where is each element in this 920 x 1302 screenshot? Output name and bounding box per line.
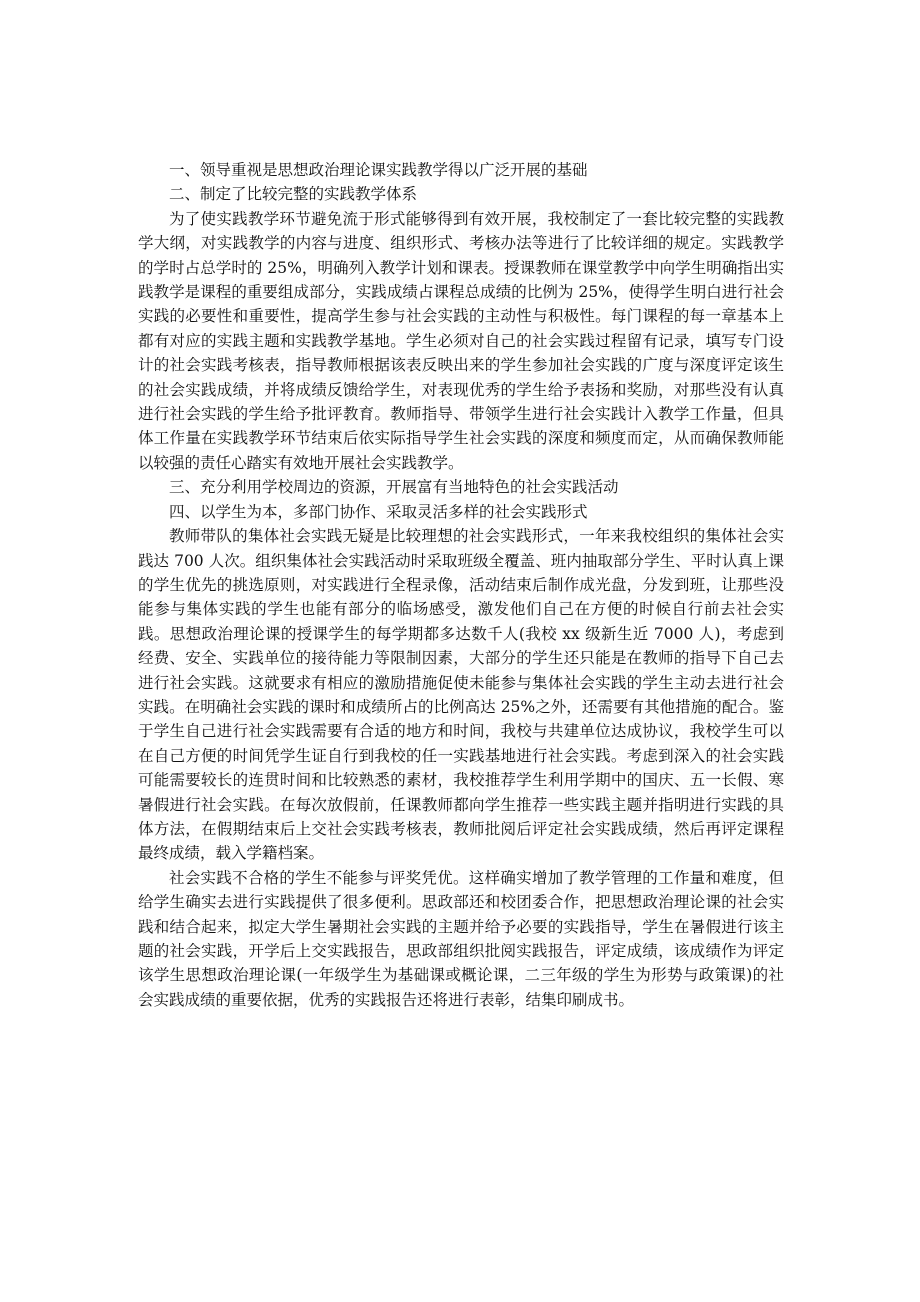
document-body [138, 158, 784, 1012]
heading-1: 一、领导重视是思想政治理论课实践教学得以广泛开展的基础 [169, 161, 588, 179]
heading-2: 二、制定了比较完整的实践教学体系 [169, 185, 418, 204]
heading-4: 四、以学生为本，多部门协作、采取灵活多样的社会实践形式 [169, 502, 588, 521]
paragraph-teaching-system: 为了使实践教学环节避免流于形式能够得到有效开展，我校制定了一套比较完整的实践教学大纲，对实践教学的内容与进度、组织形式、考核办法等进行了比较详细的规定。实践教学的学时占总学时的 25%，明确列入教学计划和课表。授课教师在课堂教学中向学生明确指出实践教学是课程的重要组成部分，实践成绩占课程总成绩的比例为 25%，使得学生明白进行社会实践的必要性和重要性，提高学生参与社会实践的主动性与积极性。每门课程的每一章基本上都有对应的实践主题和实践教学基地。学生必须对自己的社会实践过程留有记录，填写专门设计的社会实践考核表，指导教师根据该表反映出来的学生参加社会实践的广度与深度评定该生的社会实践成绩，并将成绩反馈给学生，对表现优秀的学生给予表扬和奖励，对那些没有认真进行社会实践的学生给予批评教育。教师指导、带领学生进行社会实践计入教学工作量，但具体工作量在实践教学环节结束后依实际指导学生社会实践的深度和频度而定，从而确保教师能以较强的责任心踏实有效地开展社会实践教学。 [138, 209, 784, 472]
paragraph-assessment: 社会实践不合格的学生不能参与评奖凭优。这样确实增加了教学管理的工作量和难度，但给学生确实去进行实践提供了很多便利。思政部还和校团委合作，把思想政治理论课的社会实践和结合起来，拟定大学生暑期社会实践的主题并给予必要的实践指导，学生在暑假进行该主题的社会实践，开学后上交实践报告，思政部组织批阅实践报告，评定成绩，该成绩作为评定该学生思想政治理论课(一年级学生为基础课或概论课，二三年级的学生为形势与政策课)的社会实践成绩的重要依据，优秀的实践报告还将进行表彰，结集印刷成书。 [138, 868, 784, 1009]
heading-3: 三、充分利用学校周边的资源，开展富有当地特色的社会实践活动 [169, 478, 619, 497]
paragraph-collective-practice: 教师带队的集体社会实践无疑是比较理想的社会实践形式，一年来我校组织的集体社会实践达 700 人次。组织集体社会实践活动时采取班级全覆盖、班内抽取部分学生、平时认真上课的学生优先的挑选原则，对实践进行全程录像，活动结束后制作成光盘，分发到班，让那些没能参与集体实践的学生也能有部分的临场感受，激发他们自己在方便的时候自行前去社会实践。思想政治理论课的授课学生的每学期都多达数千人(我校 xx 级新生近 7000 人)，考虑到经费、安全、实践单位的接待能力等限制因素，大部分的学生还只能是在教师的指导下自己去进行社会实践。这就要求有相应的激励措施促使未能参与集体社会实践的学生主动去进行社会实践。在明确社会实践的课时和成绩所占的比例高达 25%之外，还需要有其他措施的配合。鉴于学生自己进行社会实践需要有合适的地方和时间，我校与共建单位达成协议，我校学生可以在自己方便的时间凭学生证自行到我校的任一实践基地进行社会实践。考虑到深入的社会实践可能需要较长的连贯时间和比较熟悉的素材，我校推荐学生利用学期中的国庆、五一长假、寒暑假进行社会实践。在每次放假前，任课教师都向学生推荐一些实践主题并指明进行实践的具体方法，在假期结束后上交社会实践考核表，教师批阅后评定社会实践成绩，然后再评定课程最终成绩，载入学籍档案。 [138, 527, 784, 863]
